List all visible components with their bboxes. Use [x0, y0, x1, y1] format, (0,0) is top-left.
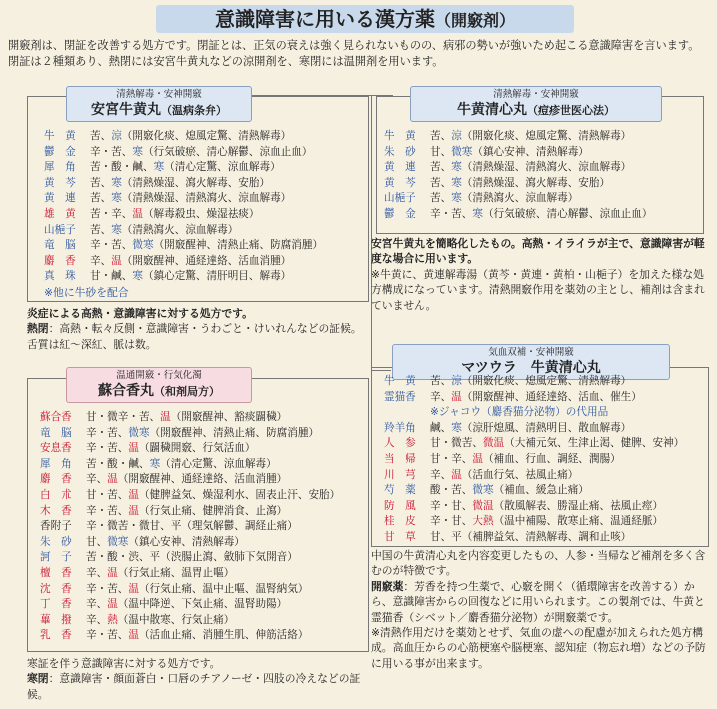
herb-name: 木 香	[40, 504, 72, 517]
matsuura-desc: 中国の牛黄清心丸を内容変更したもの、人参・当帰など補剤を多く含むのが特徴です。 開竅薬：芳香を持つ生薬で、心竅を開く（循環障害を改善する）から、意識障害からの回復などに用いられます。この製剤では、牛黄と霊猫香（シベット／麝香猫分泌物）が開竅薬です。 ※清熱作用だけを薬効とせず、気血の虚への配慮が加えられた処方構成。高血圧からの心筋梗塞や脳梗塞、認知症（物忘れ増）などの予防に用いる事が出来ます。	[371, 549, 706, 670]
herb-row	[44, 145, 323, 161]
anguu-header: 清熱解毒・安神開竅 安宮牛黄丸（温病条弁）	[66, 86, 252, 122]
herb-name: 牛 黄	[44, 130, 76, 142]
herb-row	[44, 223, 323, 239]
herb-row	[44, 269, 323, 285]
herb-row	[44, 160, 323, 176]
herb-row	[40, 519, 340, 535]
herb-properties: 苦、涼（開竅化痰、熄風定驚、清熱解毒）	[430, 130, 632, 142]
seishin-desc: 安宮牛黄丸を簡略化したもの。高熱・イライラが主で、意識障害が軽度な場合に用います。 ※牛黄に、黄連解毒湯（黄芩・黄連・黄柏・山梔子）を加えた様な処方構成になっています。清熱開竅作用を薬効の主とし、補剤は含まれていません。	[371, 237, 705, 312]
herb-name: 乳 香	[40, 629, 72, 642]
herb-name: 山梔子	[384, 192, 416, 205]
herb-name: 訶 子	[40, 551, 72, 564]
herb-name: 蓽 撥	[40, 613, 72, 626]
herb-row	[384, 483, 684, 499]
herb-name: 鬱 金	[384, 207, 416, 220]
herb-name: 犀 角	[40, 457, 72, 470]
herb-properties: 甘、微寒（鎮心安神、清熱解毒）	[86, 535, 245, 548]
herb-name: 山梔子	[44, 223, 76, 236]
herb-name: 人 参	[384, 437, 416, 450]
herb-row	[384, 176, 652, 192]
herb-name: 桂 皮	[384, 515, 416, 528]
herb-properties: 辛・苦、温（行気止痛、健脾消食、止瀉）	[86, 504, 288, 517]
herb-properties: 苦、涼（開竅化痰、熄風定驚、清熱解毒）	[90, 130, 292, 142]
herb-properties: 苦、寒（清熱瀉火、涼血解毒）	[90, 223, 239, 236]
herb-name: 竜 脳	[44, 239, 76, 252]
herb-name: 真 珠	[44, 270, 76, 283]
herb-name: 香附子	[40, 520, 72, 533]
herb-properties: 辛・苦、温（闢穢開竅、行気活血）	[86, 442, 256, 455]
herb-row	[384, 129, 652, 145]
herb-row	[384, 191, 652, 207]
herb-name: 鬱 金	[44, 145, 76, 158]
herb-row	[384, 452, 684, 468]
herb-properties: 辛・苦、寒（行気破瘀、清心解鬱、涼血止血）	[90, 145, 313, 158]
seishin-herb-list	[384, 129, 652, 223]
herb-row	[384, 436, 684, 452]
herb-properties: 苦、寒（清熱燥湿、清熱瀉火、涼血解毒）	[90, 192, 292, 205]
herb-row	[40, 628, 340, 644]
herb-row	[44, 191, 323, 207]
herb-properties: 苦・酸・鹹、寒（清心定驚、涼血解毒）	[90, 161, 281, 174]
herb-name: 犀 角	[44, 161, 76, 174]
seishin-header: 清熱解毒・安神開竅 牛黄清心丸（痘疹世医心法）	[410, 86, 662, 122]
herb-row	[384, 468, 684, 484]
herb-properties: 辛、温（温中降逆、下気止痛、温腎助陽）	[86, 598, 288, 611]
sogou-herb-list	[40, 410, 340, 644]
intro-text: 開竅剤は、閉証を改善する処方です。閉証とは、正気の衰えは強く見られないものの、病邪の勢いが強いため起こる意識障害を言います。閉証は２種類あり、熱閉には安宮牛黄丸などの涼開剤を、寒閉には温開剤を用います。	[8, 39, 700, 68]
herb-properties: 苦・辛、温（解毒殺虫、燥湿祛痰）	[90, 207, 260, 220]
sogou-header: 温通開竅・行気化濁 蘇合香丸（和剤局方）	[66, 367, 252, 403]
herb-name: 牛 黄	[384, 375, 416, 387]
herb-properties: 辛、温（活血行気、祛風止痛）	[430, 468, 579, 481]
herb-properties: 辛、熱（温中散寒、行気止痛）	[86, 613, 235, 626]
page-title: 意識障害に用いる漢方薬（開竅剤）	[156, 5, 574, 33]
herb-name: 雄 黄	[44, 207, 76, 220]
herb-row	[384, 421, 684, 437]
herb-name: 麝 香	[40, 473, 72, 486]
herb-properties: 辛、温（開竅醒神、通経達絡、活血消腫）	[86, 473, 288, 486]
herb-name: 牛 黄	[384, 130, 416, 142]
herb-properties: 辛、温（行気止痛、温胃止嘔）	[86, 566, 235, 579]
herb-name: 甘 草	[384, 530, 416, 543]
herb-row	[40, 457, 340, 473]
herb-row	[40, 426, 340, 442]
herb-properties: 苦・酸・渋、平（渋腸止瀉、斂肺下気開音）	[86, 551, 298, 564]
herb-row	[40, 613, 340, 629]
herb-properties: 辛、温（開竅醒神、通経達絡、活血、催生）	[430, 390, 642, 403]
herb-row	[384, 145, 652, 161]
herb-name: 朱 砂	[40, 535, 72, 548]
herb-row	[40, 488, 340, 504]
matsuura-header: 気血双補・安神開竅 マツウラ 牛黄清心丸	[392, 344, 670, 380]
herb-properties: 辛・微苦・微甘、平（理気解鬱、調経止痛）	[86, 520, 298, 533]
herb-name: 麝 香	[44, 254, 76, 267]
connector-line	[371, 96, 372, 370]
herb-properties: 苦、寒（清熱燥湿、瀉火解毒、安胎）	[90, 176, 271, 189]
herb-row	[384, 530, 684, 546]
herb-name: 黄 芩	[384, 176, 416, 189]
herb-row	[384, 499, 684, 515]
herb-name: 檀 香	[40, 566, 72, 579]
herb-properties: 辛・苦、微寒（開竅醒神、清熱止痛、防腐消腫）	[86, 426, 320, 439]
herb-row	[40, 597, 340, 613]
anguu-note: ※他に牛砂を配合	[44, 286, 129, 299]
herb-properties: 甘・辛、温（補血、行血、調経、潤腸）	[430, 452, 621, 465]
herb-properties: 甘・鹹、寒（鎮心定驚、清肝明目、解毒）	[90, 270, 292, 283]
herb-name: 黄 連	[384, 161, 416, 174]
herb-row	[40, 550, 340, 566]
herb-properties: 甘・微辛・苦、温（開竅醒神、豁痰闢穢）	[86, 411, 288, 423]
herb-properties: 酸・苦、微寒（補血、緩急止痛）	[430, 484, 589, 497]
herb-properties: 苦、涼（開竅化痰、熄風定驚、清熱解毒）	[430, 375, 632, 387]
herb-name: 蘇合香	[40, 411, 72, 423]
herb-name: 黄 芩	[44, 176, 76, 189]
herb-properties: 辛・苦、温（行気止痛、温中止嘔、温腎納気）	[86, 582, 309, 595]
herb-name: 朱 砂	[384, 145, 416, 158]
herb-properties: 苦・酸・鹹、寒（清心定驚、涼血解毒）	[86, 457, 277, 470]
herb-name: 羚羊角	[384, 421, 416, 434]
herb-properties: 苦、寒（清熱瀉火、涼血解毒）	[430, 192, 579, 205]
herb-row	[40, 441, 340, 457]
herb-properties: 辛・苦、温（活血止痛、消腫生肌、伸筋活絡）	[86, 629, 309, 642]
herb-name: 霊猫香	[384, 390, 416, 403]
herb-row	[384, 207, 652, 223]
herb-name: 丁 香	[40, 598, 72, 611]
herb-name: 沈 香	[40, 582, 72, 595]
herb-name: 黄 連	[44, 192, 76, 205]
herb-row	[44, 129, 323, 145]
herb-properties: 苦、寒（清熱燥湿、清熱瀉火、涼血解毒）	[430, 161, 632, 174]
herb-row	[40, 535, 340, 551]
herb-row	[384, 514, 684, 530]
herb-row	[40, 504, 340, 520]
herb-row	[40, 410, 340, 426]
herb-row	[44, 207, 323, 223]
herb-row	[44, 238, 323, 254]
herb-row	[384, 405, 684, 421]
herb-row	[44, 254, 323, 270]
herb-name: 防 風	[384, 499, 416, 512]
herb-properties: 甘・苦、温（健脾益気、燥湿利水、固表止汗、安胎）	[86, 488, 341, 501]
herb-name: 当 帰	[384, 452, 416, 465]
herb-row	[40, 582, 340, 598]
herb-properties: 辛・苦、微寒（開竅醒神、清熱止痛、防腐消腫）	[90, 239, 324, 252]
herb-name: 竜 脳	[40, 426, 72, 439]
herb-row	[384, 390, 684, 406]
matsuura-herb-list	[384, 374, 684, 546]
herb-properties: 辛・甘、大熱（温中補陽、散寒止痛、温通経脈）	[430, 515, 664, 528]
herb-properties: 辛・苦、寒（行気破瘀、清心解鬱、涼血止血）	[430, 207, 653, 220]
sogou-summary: 寒証を伴う意識障害に対する処方です。 寒閉：意識障害・顔面蒼白・口唇のチアノーゼ・四肢の冷えなどの証候。	[27, 657, 361, 701]
herb-properties: 辛・甘、微温（散風解表、勝湿止痛、祛風止痙）	[430, 499, 664, 512]
herb-row	[384, 374, 684, 390]
herb-properties: 辛、温（開竅醒神、通経達絡、活血消腫）	[90, 254, 292, 267]
herb-properties: 甘・微苦、微温（大補元気、生津止渇、健脾、安神）	[430, 437, 685, 450]
herb-row	[40, 566, 340, 582]
herb-properties: 甘、微寒（鎮心安神、清熱解毒）	[430, 145, 589, 158]
herb-properties: 鹹、寒（涼肝熄風、清熱明目、散血解毒）	[430, 421, 632, 434]
herb-row	[44, 176, 323, 192]
herb-row	[384, 160, 652, 176]
herb-properties: ※ジャコウ（麝香猫分泌物）の代用品	[430, 406, 609, 419]
herb-name: 川 芎	[384, 468, 416, 481]
herb-name: 白 朮	[40, 488, 72, 501]
anguu-herb-list	[44, 129, 323, 285]
herb-name: 安息香	[40, 442, 72, 455]
herb-row	[40, 472, 340, 488]
anguu-summary: 炎症による高熱・意識障害に対する処方です。 熱閉：高熱・転々反側・意識障害・うわごと・けいれんなどの証候。舌質は紅～深紅、脈は数。	[27, 307, 362, 351]
herb-properties: 苦、寒（清熱燥湿、瀉火解毒、安胎）	[430, 176, 611, 189]
herb-name: 芍 薬	[384, 484, 416, 497]
herb-properties: 甘、平（補脾益気、清熱解毒、調和止咳）	[430, 530, 632, 543]
herb-name	[384, 405, 430, 421]
